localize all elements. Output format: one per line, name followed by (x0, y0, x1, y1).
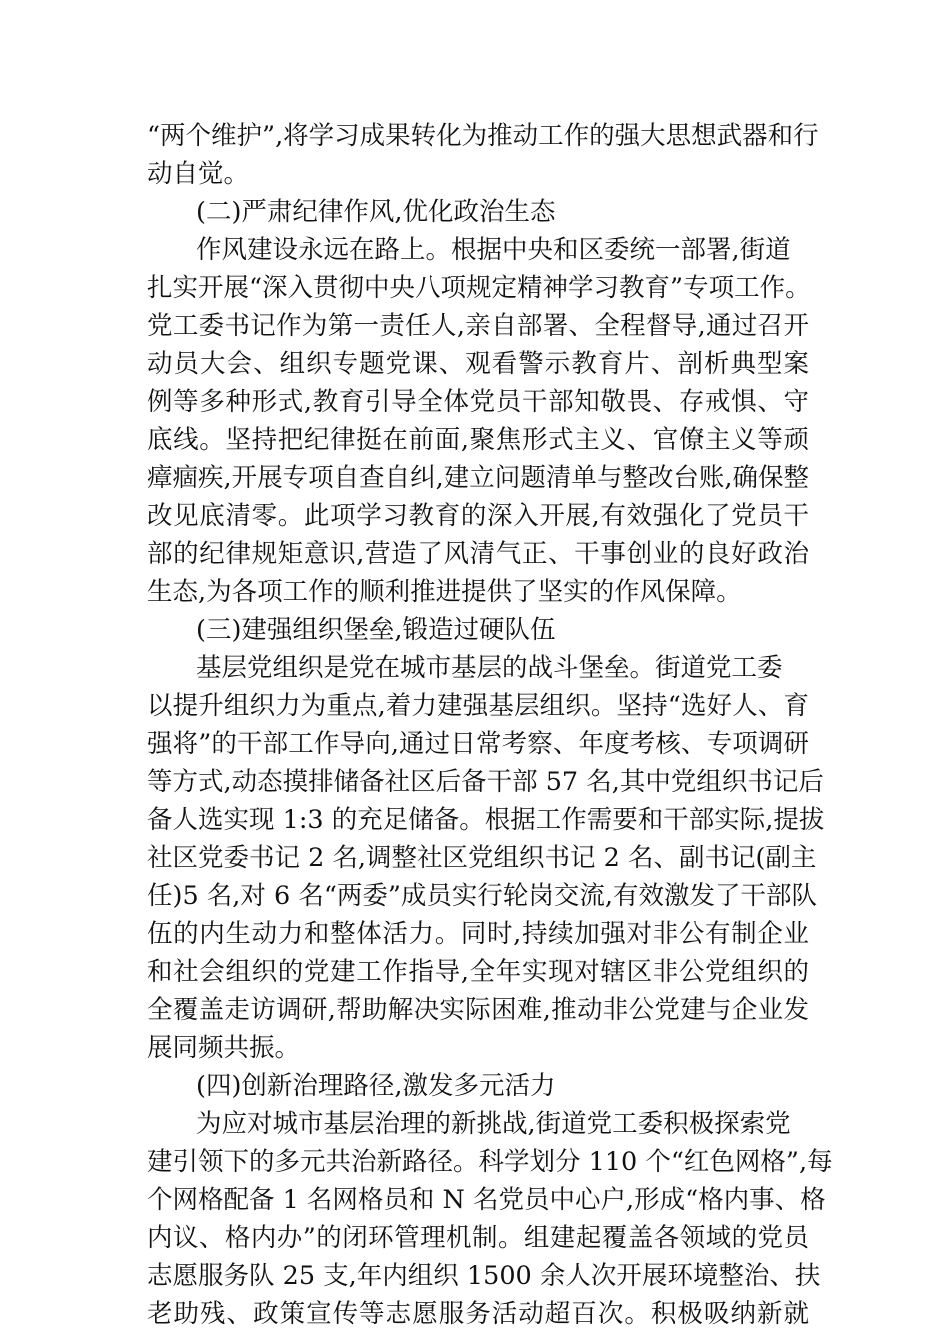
text-line: 生态,为各项工作的顺利推进提供了坚实的作风保障。 (147, 577, 742, 607)
text-line: 改见底清零。此项学习教育的深入开展,有效强化了党员干 (147, 501, 809, 531)
text-line: 为应对城市基层治理的新挑战,街道党工委积极探索党 (196, 1109, 791, 1139)
text-line: 全覆盖走访调研,帮助解决实际困难,推动非公党建与企业发 (147, 995, 809, 1025)
text-line: 以提升组织力为重点,着力建强基层组织。坚持“选好人、育 (147, 691, 809, 721)
text-line: 底线。坚持把纪律挺在前面,聚焦形式主义、官僚主义等顽 (147, 425, 809, 455)
section-heading: (三)建强组织堡垒,锻造过硬队伍 (196, 615, 556, 645)
text-line: 内议、格内办”的闭环管理机制。组建起覆盖各领域的党员 (147, 1223, 809, 1253)
text-line: 建引领下的多元共治新路径。科学划分 110 个“红色网格”,每 (147, 1147, 833, 1177)
text-line: 党工委书记作为第一责任人,亲自部署、全程督导,通过召开 (147, 311, 809, 341)
text-line: 任)5 名,对 6 名“两委”成员实行轮岗交流,有效激发了干部队 (147, 881, 817, 911)
text-line: 等方式,动态摸排储备社区后备干部 57 名,其中党组织书记后 (147, 767, 824, 797)
text-line: 扎实开展“深入贯彻中央八项规定精神学习教育”专项工作。 (147, 273, 811, 303)
text-line: 志愿服务队 25 支,年内组织 1500 余人次开展环境整治、扶 (147, 1261, 821, 1291)
text-line: 社区党委书记 2 名,调整社区党组织书记 2 名、副书记(副主 (147, 843, 817, 873)
text-line: 动自觉。 (147, 159, 250, 189)
text-line: 伍的内生动力和整体活力。同时,持续加强对非公有制企业 (147, 919, 809, 949)
text-line: 例等多种形式,教育引导全体党员干部知敬畏、存戒惧、守 (147, 387, 809, 417)
text-line: 个网格配备 1 名网格员和 N 名党员中心户,形成“格内事、格 (147, 1185, 826, 1215)
text-line: 动员大会、组织专题党课、观看警示教育片、剖析典型案 (147, 349, 809, 379)
section-heading: (四)创新治理路径,激发多元活力 (196, 1071, 556, 1101)
text-line: 备人选实现 1:3 的充足储备。根据工作需要和干部实际,提拔 (147, 805, 825, 835)
text-line: 基层党组织是党在城市基层的战斗堡垒。街道党工委 (196, 653, 783, 683)
text-line: 强将”的干部工作导向,通过日常考察、年度考核、专项调研 (147, 729, 809, 759)
text-line: 作风建设永远在路上。根据中央和区委统一部署,街道 (196, 235, 791, 265)
text-line: 部的纪律规矩意识,营造了风清气正、干事创业的良好政治 (147, 539, 809, 569)
text-line: 老助残、政策宣传等志愿服务活动超百次。积极吸纳新就 (147, 1299, 809, 1329)
text-line: 和社会组织的党建工作指导,全年实现对辖区非公党组织的 (147, 957, 809, 987)
section-heading: (二)严肃纪律作风,优化政治生态 (196, 197, 556, 227)
text-line: “两个维护”,将学习成果转化为推动工作的强大思想武器和行 (147, 121, 819, 151)
text-line: 展同频共振。 (147, 1033, 301, 1063)
text-line: 瘴痼疾,开展专项自查自纠,建立问题清单与整改台账,确保整 (147, 463, 809, 493)
